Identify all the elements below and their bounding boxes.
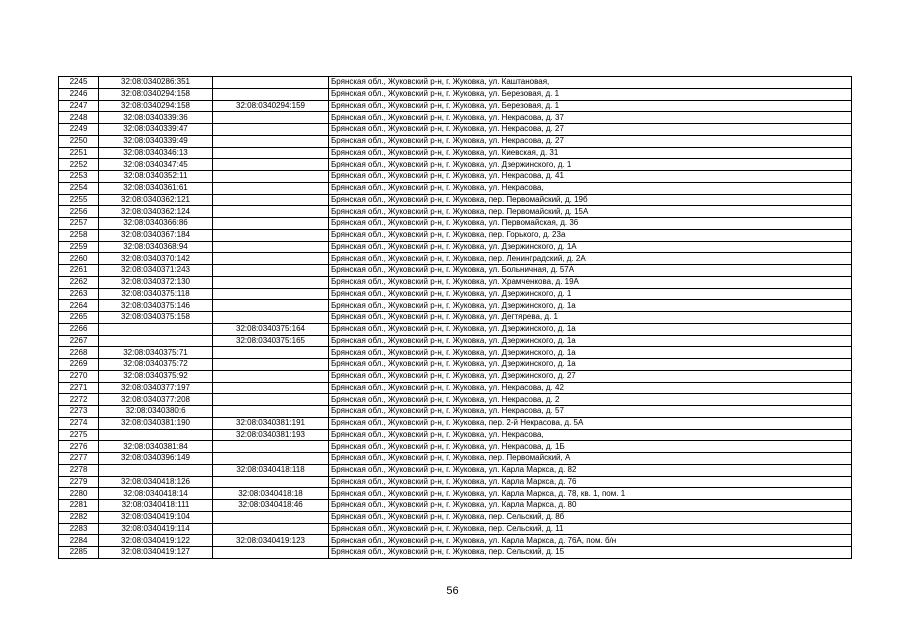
address-cell: Брянская обл., Жуковский р-н, г. Жуковка, ул. Некрасова, д. 42 <box>329 382 852 394</box>
table-row <box>59 453 852 465</box>
cadastral-number-cell: 32:08:0340375:146 <box>99 300 213 312</box>
cadastral-number-cell: 32:08:0340377:208 <box>99 394 213 406</box>
cadastral-number-cell: 32:08:0340371:243 <box>99 265 213 277</box>
cadastral-number-cell: 32:08:0340286:351 <box>99 77 213 89</box>
row-number-cell: 2280 <box>59 488 99 500</box>
table-row <box>59 276 852 288</box>
table-row <box>59 488 852 500</box>
address-cell: Брянская обл., Жуковский р-н, г. Жуковка, ул. Храмченкова, д. 19А <box>329 276 852 288</box>
cadastral-number-cell: 32:08:0340381:190 <box>99 417 213 429</box>
cadastral-number-cell: 32:08:0340352:11 <box>99 171 213 183</box>
table-row <box>59 547 852 559</box>
object-cadastral-number-cell <box>213 370 329 382</box>
cadastral-number-cell: 32:08:0340368:94 <box>99 241 213 253</box>
address-cell: Брянская обл., Жуковский р-н, г. Жуковка, ул. Некрасова, <box>329 429 852 441</box>
object-cadastral-number-cell: 32:08:0340375:164 <box>213 323 329 335</box>
address-cell: Брянская обл., Жуковский р-н, г. Жуковка, ул. Карла Маркса, д. 76 <box>329 476 852 488</box>
address-cell: Брянская обл., Жуковский р-н, г. Жуковка, ул. Дзержинского, д. 1 <box>329 159 852 171</box>
object-cadastral-number-cell <box>213 359 329 371</box>
cadastral-number-cell: 32:08:0340375:72 <box>99 359 213 371</box>
object-cadastral-number-cell <box>213 406 329 418</box>
cadastral-number-cell: 32:08:0340375:118 <box>99 288 213 300</box>
row-number-cell: 2277 <box>59 453 99 465</box>
table-row <box>59 500 852 512</box>
object-cadastral-number-cell: 32:08:0340294:159 <box>213 100 329 112</box>
address-cell: Брянская обл., Жуковский р-н, г. Жуковка, ул. Некрасова, д. 57 <box>329 406 852 418</box>
cadastral-number-cell: 32:08:0340377:197 <box>99 382 213 394</box>
table-row <box>59 88 852 100</box>
address-cell: Брянская обл., Жуковский р-н, г. Жуковка, ул. Некрасова, д. 41 <box>329 171 852 183</box>
cadastral-number-cell: 32:08:0340419:114 <box>99 523 213 535</box>
row-number-cell: 2247 <box>59 100 99 112</box>
address-cell: Брянская обл., Жуковский р-н, г. Жуковка, пер. Первомайский, д. 15А <box>329 206 852 218</box>
address-cell: Брянская обл., Жуковский р-н, г. Жуковка, ул. Карла Маркса, д. 78, кв. 1, пом. 1 <box>329 488 852 500</box>
row-number-cell: 2251 <box>59 147 99 159</box>
object-cadastral-number-cell <box>213 159 329 171</box>
cadastral-number-cell: 32:08:0340418:111 <box>99 500 213 512</box>
table-row <box>59 523 852 535</box>
object-cadastral-number-cell <box>213 300 329 312</box>
object-cadastral-number-cell <box>213 171 329 183</box>
address-cell: Брянская обл., Жуковский р-н, г. Жуковка, ул. Дзержинского, д. 1а <box>329 300 852 312</box>
address-cell: Брянская обл., Жуковский р-н, г. Жуковка, ул. Больничная, д. 57А <box>329 265 852 277</box>
address-cell: Брянская обл., Жуковский р-н, г. Жуковка, ул. Каштановая, <box>329 77 852 89</box>
address-cell: Брянская обл., Жуковский р-н, г. Жуковка, ул. Некрасова, д. 1Б <box>329 441 852 453</box>
table-row <box>59 112 852 124</box>
address-cell: Брянская обл., Жуковский р-н, г. Жуковка, ул. Дзержинского, д. 1а <box>329 359 852 371</box>
row-number-cell: 2275 <box>59 429 99 441</box>
data-sheet <box>58 76 852 559</box>
table-row <box>59 370 852 382</box>
cadastral-number-cell <box>99 323 213 335</box>
cadastral-number-cell <box>99 464 213 476</box>
object-cadastral-number-cell <box>213 265 329 277</box>
cadastral-number-cell: 32:08:0340294:158 <box>99 88 213 100</box>
address-cell: Брянская обл., Жуковский р-н, г. Жуковка, ул. Киевская, д. 31 <box>329 147 852 159</box>
table-row <box>59 77 852 89</box>
cadastral-number-cell: 32:08:0340362:121 <box>99 194 213 206</box>
address-cell: Брянская обл., Жуковский р-н, г. Жуковка, ул. Некрасова, д. 37 <box>329 112 852 124</box>
object-cadastral-number-cell: 32:08:0340381:191 <box>213 417 329 429</box>
table-row <box>59 124 852 136</box>
row-number-cell: 2271 <box>59 382 99 394</box>
table-row <box>59 182 852 194</box>
row-number-cell: 2262 <box>59 276 99 288</box>
cadastral-number-cell: 32:08:0340418:126 <box>99 476 213 488</box>
cadastral-number-cell: 32:08:0340367:184 <box>99 229 213 241</box>
object-cadastral-number-cell <box>213 347 329 359</box>
table-row <box>59 464 852 476</box>
object-cadastral-number-cell: 32:08:0340418:46 <box>213 500 329 512</box>
cadastral-number-cell: 32:08:0340366:86 <box>99 218 213 230</box>
row-number-cell: 2266 <box>59 323 99 335</box>
address-cell: Брянская обл., Жуковский р-н, г. Жуковка, ул. Дзержинского, д. 1а <box>329 323 852 335</box>
address-cell: Брянская обл., Жуковский р-н, г. Жуковка, ул. Карла Маркса, д. 80 <box>329 500 852 512</box>
cadastral-number-cell: 32:08:0340362:124 <box>99 206 213 218</box>
table-body <box>59 77 852 559</box>
table-row <box>59 394 852 406</box>
cadastral-number-cell: 32:08:0340418:14 <box>99 488 213 500</box>
object-cadastral-number-cell <box>213 147 329 159</box>
cadastral-number-cell: 32:08:0340419:104 <box>99 511 213 523</box>
table-row <box>59 300 852 312</box>
row-number-cell: 2272 <box>59 394 99 406</box>
row-number-cell: 2283 <box>59 523 99 535</box>
table-row <box>59 100 852 112</box>
table-row <box>59 417 852 429</box>
object-cadastral-number-cell <box>213 77 329 89</box>
object-cadastral-number-cell <box>213 194 329 206</box>
table-row <box>59 476 852 488</box>
row-number-cell: 2265 <box>59 312 99 324</box>
table-row <box>59 335 852 347</box>
address-cell: Брянская обл., Жуковский р-н, г. Жуковка, пер. Первомайский, А <box>329 453 852 465</box>
address-cell: Брянская обл., Жуковский р-н, г. Жуковка, ул. Дзержинского, д. 1А <box>329 241 852 253</box>
row-number-cell: 2268 <box>59 347 99 359</box>
object-cadastral-number-cell <box>213 523 329 535</box>
table-row <box>59 147 852 159</box>
row-number-cell: 2256 <box>59 206 99 218</box>
table-row <box>59 429 852 441</box>
address-cell: Брянская обл., Жуковский р-н, г. Жуковка, пер. Сельский, д. 15 <box>329 547 852 559</box>
table-row <box>59 171 852 183</box>
row-number-cell: 2285 <box>59 547 99 559</box>
cadastral-number-cell: 32:08:0340339:47 <box>99 124 213 136</box>
address-cell: Брянская обл., Жуковский р-н, г. Жуковка, пер. Сельский, д. 8б <box>329 511 852 523</box>
row-number-cell: 2259 <box>59 241 99 253</box>
address-cell: Брянская обл., Жуковский р-н, г. Жуковка, ул. Дзержинского, д. 1а <box>329 335 852 347</box>
cadastral-number-cell <box>99 429 213 441</box>
row-number-cell: 2250 <box>59 135 99 147</box>
cadastral-number-cell: 32:08:0340419:127 <box>99 547 213 559</box>
object-cadastral-number-cell <box>213 206 329 218</box>
object-cadastral-number-cell <box>213 276 329 288</box>
object-cadastral-number-cell <box>213 547 329 559</box>
table-row <box>59 229 852 241</box>
table-row <box>59 253 852 265</box>
address-cell: Брянская обл., Жуковский р-н, г. Жуковка, ул. Некрасова, д. 2 <box>329 394 852 406</box>
table-row <box>59 359 852 371</box>
address-cell: Брянская обл., Жуковский р-н, г. Жуковка, ул. Карла Маркса, д. 82 <box>329 464 852 476</box>
table-row <box>59 194 852 206</box>
cadastral-number-cell: 32:08:0340294:158 <box>99 100 213 112</box>
table-row <box>59 159 852 171</box>
row-number-cell: 2282 <box>59 511 99 523</box>
address-cell: Брянская обл., Жуковский р-н, г. Жуковка, ул. Карла Маркса, д. 76А, пом. б/н <box>329 535 852 547</box>
object-cadastral-number-cell <box>213 382 329 394</box>
address-cell: Брянская обл., Жуковский р-н, г. Жуковка, пер. Горького, д. 23а <box>329 229 852 241</box>
row-number-cell: 2263 <box>59 288 99 300</box>
object-cadastral-number-cell <box>213 124 329 136</box>
table-row <box>59 288 852 300</box>
row-number-cell: 2273 <box>59 406 99 418</box>
row-number-cell: 2274 <box>59 417 99 429</box>
row-number-cell: 2260 <box>59 253 99 265</box>
object-cadastral-number-cell <box>213 394 329 406</box>
object-cadastral-number-cell <box>213 441 329 453</box>
row-number-cell: 2254 <box>59 182 99 194</box>
cadastral-number-cell: 32:08:0340375:158 <box>99 312 213 324</box>
object-cadastral-number-cell <box>213 312 329 324</box>
table-row <box>59 535 852 547</box>
row-number-cell: 2276 <box>59 441 99 453</box>
cadastral-number-cell: 32:08:0340381:84 <box>99 441 213 453</box>
object-cadastral-number-cell: 32:08:0340418:118 <box>213 464 329 476</box>
address-cell: Брянская обл., Жуковский р-н, г. Жуковка, ул. Березовая, д. 1 <box>329 88 852 100</box>
row-number-cell: 2253 <box>59 171 99 183</box>
address-cell: Брянская обл., Жуковский р-н, г. Жуковка, пер. Первомайский, д. 19б <box>329 194 852 206</box>
cadastral-number-cell: 32:08:0340339:36 <box>99 112 213 124</box>
table-row <box>59 382 852 394</box>
table-row <box>59 135 852 147</box>
table-row <box>59 265 852 277</box>
table-row <box>59 312 852 324</box>
cadastral-number-cell: 32:08:0340375:92 <box>99 370 213 382</box>
table-row <box>59 218 852 230</box>
row-number-cell: 2249 <box>59 124 99 136</box>
row-number-cell: 2279 <box>59 476 99 488</box>
table-row <box>59 206 852 218</box>
object-cadastral-number-cell: 32:08:0340381:193 <box>213 429 329 441</box>
address-cell: Брянская обл., Жуковский р-н, г. Жуковка, ул. Дзержинского, д. 27 <box>329 370 852 382</box>
cadastral-table <box>58 76 852 559</box>
table-row <box>59 347 852 359</box>
address-cell: Брянская обл., Жуковский р-н, г. Жуковка, пер. Сельский, д. 11 <box>329 523 852 535</box>
table-row <box>59 241 852 253</box>
table-row <box>59 323 852 335</box>
row-number-cell: 2267 <box>59 335 99 347</box>
row-number-cell: 2278 <box>59 464 99 476</box>
object-cadastral-number-cell: 32:08:0340418:18 <box>213 488 329 500</box>
address-cell: Брянская обл., Жуковский р-н, г. Жуковка, ул. Некрасова, д. 27 <box>329 124 852 136</box>
row-number-cell: 2245 <box>59 77 99 89</box>
object-cadastral-number-cell <box>213 218 329 230</box>
cadastral-number-cell: 32:08:0340347:45 <box>99 159 213 171</box>
table-row <box>59 406 852 418</box>
object-cadastral-number-cell <box>213 112 329 124</box>
address-cell: Брянская обл., Жуковский р-н, г. Жуковка, ул. Некрасова, <box>329 182 852 194</box>
address-cell: Брянская обл., Жуковский р-н, г. Жуковка, ул. Дзержинского, д. 1 <box>329 288 852 300</box>
cadastral-number-cell: 32:08:0340370:142 <box>99 253 213 265</box>
object-cadastral-number-cell: 32:08:0340375:165 <box>213 335 329 347</box>
cadastral-number-cell: 32:08:0340346:13 <box>99 147 213 159</box>
cadastral-number-cell: 32:08:0340339:49 <box>99 135 213 147</box>
page-number: 56 <box>446 585 459 597</box>
row-number-cell: 2258 <box>59 229 99 241</box>
object-cadastral-number-cell <box>213 182 329 194</box>
object-cadastral-number-cell <box>213 241 329 253</box>
object-cadastral-number-cell <box>213 288 329 300</box>
object-cadastral-number-cell <box>213 476 329 488</box>
row-number-cell: 2281 <box>59 500 99 512</box>
row-number-cell: 2252 <box>59 159 99 171</box>
row-number-cell: 2284 <box>59 535 99 547</box>
row-number-cell: 2269 <box>59 359 99 371</box>
address-cell: Брянская обл., Жуковский р-н, г. Жуковка, ул. Некрасова, д. 27 <box>329 135 852 147</box>
object-cadastral-number-cell <box>213 135 329 147</box>
address-cell: Брянская обл., Жуковский р-н, г. Жуковка, пер. 2-й Некрасова, д. 5А <box>329 417 852 429</box>
address-cell: Брянская обл., Жуковский р-н, г. Жуковка, ул. Дзержинского, д. 1а <box>329 347 852 359</box>
row-number-cell: 2246 <box>59 88 99 100</box>
row-number-cell: 2264 <box>59 300 99 312</box>
object-cadastral-number-cell: 32:08:0340419:123 <box>213 535 329 547</box>
address-cell: Брянская обл., Жуковский р-н, г. Жуковка, ул. Дегтярева, д. 1 <box>329 312 852 324</box>
row-number-cell: 2248 <box>59 112 99 124</box>
row-number-cell: 2255 <box>59 194 99 206</box>
object-cadastral-number-cell <box>213 229 329 241</box>
row-number-cell: 2270 <box>59 370 99 382</box>
cadastral-number-cell: 32:08:0340396:149 <box>99 453 213 465</box>
cadastral-number-cell: 32:08:0340372:130 <box>99 276 213 288</box>
address-cell: Брянская обл., Жуковский р-н, г. Жуковка, ул. Березовая, д. 1 <box>329 100 852 112</box>
address-cell: Брянская обл., Жуковский р-н, г. Жуковка, ул. Первомайская, д. 36 <box>329 218 852 230</box>
cadastral-number-cell: 32:08:0340361:61 <box>99 182 213 194</box>
row-number-cell: 2261 <box>59 265 99 277</box>
address-cell: Брянская обл., Жуковский р-н, г. Жуковка, пер. Ленинградский, д. 2А <box>329 253 852 265</box>
object-cadastral-number-cell <box>213 88 329 100</box>
object-cadastral-number-cell <box>213 453 329 465</box>
object-cadastral-number-cell <box>213 253 329 265</box>
object-cadastral-number-cell <box>213 511 329 523</box>
row-number-cell: 2257 <box>59 218 99 230</box>
table-row <box>59 511 852 523</box>
table-row <box>59 441 852 453</box>
cadastral-number-cell: 32:08:0340380:6 <box>99 406 213 418</box>
cadastral-number-cell: 32:08:0340419:122 <box>99 535 213 547</box>
cadastral-number-cell: 32:08:0340375:71 <box>99 347 213 359</box>
cadastral-number-cell <box>99 335 213 347</box>
